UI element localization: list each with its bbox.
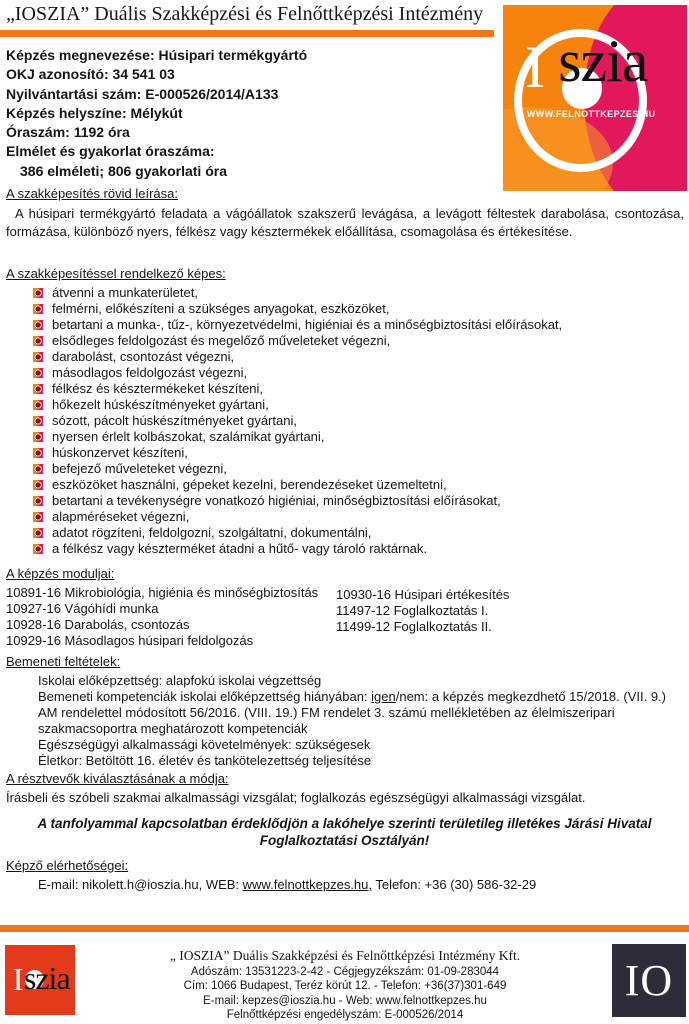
footer-logo-letter-i: I [12, 961, 24, 998]
modules-section [6, 566, 684, 649]
logo-url-text: WWW.FELNOTTKEPZES.HU [526, 109, 656, 120]
selection-body: Írásbeli és szóbeli szakmai alkalmassági vizsgálat; foglalkozás egészségügyi alkalmassági vizsgálat. [6, 790, 586, 805]
selection-heading: A résztvevők kiválasztásának a módja: [6, 771, 229, 786]
list-item-text: hőkezelt húskészítményeket gyártani, [52, 397, 269, 412]
module-item: 10927-16 Vágóhídi munka [6, 601, 159, 616]
registry-number-line: Nyilvántartási szám: E-000526/2014/A133 [6, 85, 279, 102]
entry-lines [38, 673, 672, 769]
entry-heading: Bemeneti feltételek: [6, 654, 121, 669]
ioszia-bullet-icon [33, 336, 43, 346]
ioszia-bullet-icon [33, 432, 43, 442]
competencies-section [6, 266, 684, 557]
footer-email-web-line: E-mail: kepzes@ioszia.hu - Web: www.felnottkepzes.hu [203, 994, 487, 1007]
entry-competencies-suffix: /nem: a képzés megkezdhető 15/2018. (VII. 9.) AM rendelettel módosított 56/2016. (VIII. 19.) FM rendelet 3. számú mellékletében az élelmiszeripari szakmacsoportra meghatározott kompetenciák [38, 689, 666, 736]
description-heading: A szakképesítés rövid leírása: [6, 186, 178, 201]
list-item-text: betartani a tevékenységre vonatkozó higiéniai, minőségbiztosítási előírásokat, [52, 493, 501, 508]
contact-web-link[interactable]: www.felnottkepzes.hu, [242, 877, 373, 892]
logo-letter-i: I [525, 33, 546, 100]
list-item-text: nyersen érlelt kolbászokat, szalámikat gyártani, [52, 429, 325, 444]
list-item-text: sózott, pácolt húskészítményeket gyártani, [52, 413, 297, 428]
list-item [33, 413, 684, 429]
entry-conditions-section [6, 654, 684, 769]
list-item [33, 477, 684, 493]
entry-line-education: Iskolai előképzettség: alapfokú iskolai végzettség [38, 673, 322, 688]
contact-phone-text: Telefon: +36 (30) 586-32-29 [372, 877, 537, 892]
list-item [33, 493, 684, 509]
footer-divider [0, 925, 689, 932]
list-item-text: adatot rögzíteni, feldolgozni, szolgáltatni, dokumentálni, [52, 525, 372, 540]
list-item-text: elsődleges feldolgozást és megelőző műveleteket végezni, [52, 333, 391, 348]
list-item-text: átvenni a munkaterületet, [52, 285, 198, 300]
ioszia-bullet-icon [33, 352, 43, 362]
ioszia-bullet-icon [33, 288, 43, 298]
ioszia-logo-icon [503, 5, 687, 191]
ioszia-bullet-icon [33, 400, 43, 410]
footer-io-letters: IO [624, 956, 674, 1005]
entry-line-competencies [38, 689, 672, 737]
list-item-text: felmérni, előkészíteni a szükséges anyagokat, eszközöket, [52, 301, 390, 316]
list-item [33, 445, 684, 461]
page-title: „IOSZIA” Duális Szakképzési és Felnőttképzési Intézmény [6, 3, 484, 25]
hours-line: Óraszám: 1192 óra [6, 124, 130, 141]
hours-detail-line: 386 elméleti; 806 gyakorlati óra [20, 162, 227, 179]
list-item [33, 397, 684, 413]
entry-line-age: Életkor: Betöltött 16. életév és tankötelezettség teljesítése [38, 753, 372, 768]
competencies-list [6, 285, 684, 557]
district-office-notice: A tanfolyammal kapcsolatban érdeklődjön a lakóhelye szerinti területileg illetékes Járási Hivatal Foglalkoztatási Osztályán! [37, 816, 652, 848]
contact-section [6, 858, 684, 893]
contact-line [38, 877, 684, 893]
footer-logo-letters-szia: szia [23, 959, 70, 996]
footer-license-line: Felnőttképzési engedélyszám: E-000526/2014 [226, 1009, 464, 1022]
ioszia-bullet-icon [33, 384, 43, 394]
list-item [33, 541, 684, 557]
list-item [33, 285, 684, 301]
ioszia-bullet-icon [33, 496, 43, 506]
list-item-text: húskonzervet készíteni, [52, 445, 188, 460]
ioszia-bullet-icon [33, 528, 43, 538]
list-item [33, 301, 684, 317]
footer-io-logo-icon [612, 944, 686, 1017]
list-item [33, 333, 684, 349]
course-info-block [6, 46, 307, 181]
modules-heading: A képzés moduljai: [6, 566, 115, 581]
title-divider [0, 30, 494, 37]
ioszia-bullet-icon [33, 480, 43, 490]
footer-ioszia-logo-icon [5, 945, 75, 1015]
list-item [33, 317, 684, 333]
competencies-heading: A szakképesítéssel rendelkező képes: [6, 266, 226, 281]
theory-practice-line: Elmélet és gyakorlat óraszáma: [6, 143, 215, 160]
logo-letters-szia: szia [558, 28, 648, 95]
module-item: 10929-16 Másodlagos húsipari feldolgozás [6, 633, 254, 648]
okj-id-line: OKJ azonosító: 34 541 03 [6, 66, 175, 83]
ioszia-bullet-icon [33, 320, 43, 330]
list-item [33, 461, 684, 477]
course-name-line: Képzés megnevezése: Húsipari termékgyártó [6, 47, 308, 63]
ioszia-bullet-icon [33, 464, 43, 474]
module-item: 11499-12 Foglalkoztatás II. [336, 619, 492, 634]
module-item: 10891-16 Mikrobiológia, higiénia és minőségbiztosítás [6, 585, 319, 600]
list-item [33, 429, 684, 445]
list-item [33, 349, 684, 365]
ioszia-bullet-icon [33, 448, 43, 458]
description-section [6, 186, 684, 241]
list-item-text: darabolást, csontozást végezni, [52, 349, 235, 364]
footer-company-name: „ IOSZIA” Duális Szakképzési és Felnőttképzési Intézmény Kft. [169, 948, 521, 963]
ioszia-bullet-icon [33, 544, 43, 554]
list-item-text: eszközöket használni, gépeket kezelni, berendezéseket üzemeltetni, [52, 477, 447, 492]
list-item-text: befejező műveleteket végezni, [52, 461, 227, 476]
list-item [33, 381, 684, 397]
list-item-text: betartani a munka-, tűz-, környezetvédelmi, higiéniai és a minőségbiztosítási előírásokat, [52, 317, 563, 332]
footer-address-line: Cím: 1066 Budapest, Teréz körút 12. - Telefon: +36(37)301-649 [183, 980, 507, 993]
ioszia-bullet-icon [33, 304, 43, 314]
footer-info-block [85, 948, 605, 1023]
list-item [33, 525, 684, 541]
list-item [33, 509, 684, 525]
entry-line-health: Egészségügyi alkalmassági követelmények: szükségesek [38, 737, 371, 752]
ioszia-bullet-icon [33, 368, 43, 378]
modules-columns [6, 585, 684, 649]
list-item-text: másodlagos feldolgozást végezni, [52, 365, 248, 380]
modules-right-column [336, 587, 509, 635]
list-item-text: félkész és késztermékeket készíteni, [52, 381, 263, 396]
module-item: 10928-16 Darabolás, csontozás [6, 617, 190, 632]
ioszia-bullet-icon [33, 416, 43, 426]
ioszia-bullet-icon [33, 512, 43, 522]
module-item: 10930-16 Húsipari értékesítés [336, 587, 510, 602]
location-line: Képzés helyszíne: Mélykút [6, 104, 183, 121]
description-body: A húsipari termékgyártó feladata a vágóállatok szakszerű levágása, a levágott féltestek darabolása, csontozása, formázása, különböző nyers, félkész vagy késztermékek előállítása, csomagolása és értékesítése. [6, 206, 684, 239]
list-item-text: a félkész vagy készterméket átadni a hűtő- vagy tároló raktárnak. [52, 541, 428, 556]
footer-tax-line: Adószám: 13531223-2-42 - Cégjegyzékszám: 01-09-283044 [190, 966, 500, 978]
selection-section [6, 771, 684, 806]
list-item [33, 365, 684, 381]
entry-competencies-prefix: Bemeneti kompetenciák iskolai előképzettség hiányában: [38, 689, 372, 704]
list-item-text: alapméréseket végezni, [52, 509, 190, 524]
module-item: 11497-12 Foglalkoztatás I. [336, 603, 489, 618]
entry-yes-underlined: igen [371, 689, 396, 704]
contact-heading: Képző elérhetőségei: [6, 858, 129, 873]
contact-email-text: E-mail: nikolett.h@ioszia.hu, WEB: [38, 877, 243, 892]
